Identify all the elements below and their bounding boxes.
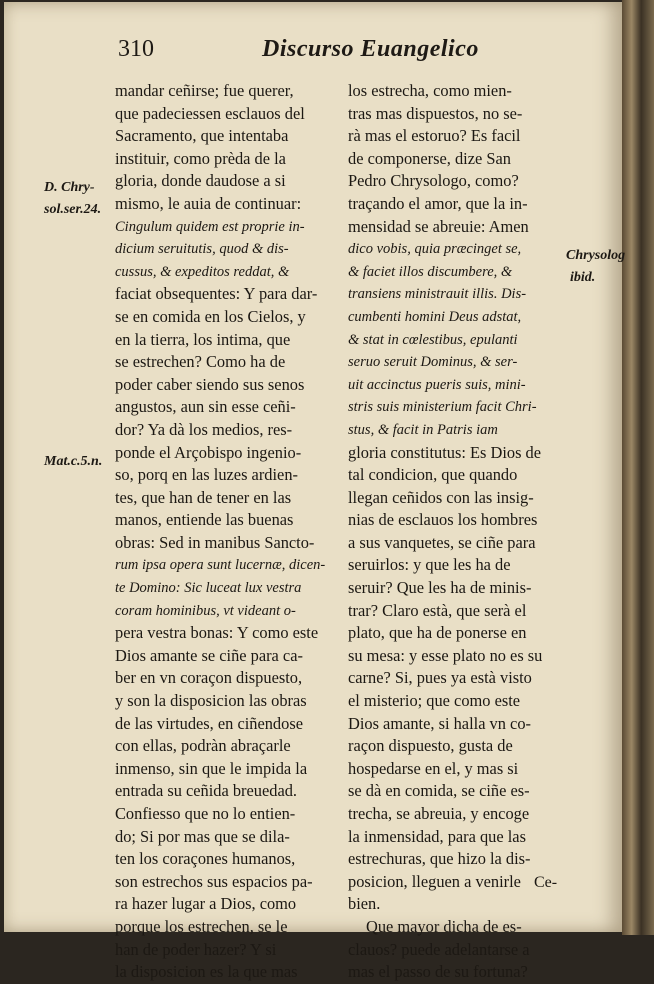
left-text-column [115,80,335,984]
text-line: nias de esclauos los hombres [348,510,538,530]
text-line: ra hazer lugar a Dios, como [115,894,297,914]
page-number: 310 [118,36,154,62]
text-line: mismo, le auia de continuar: [115,193,302,213]
margin-note-left-ref-b: sol.ser.24. [44,202,102,217]
text-line: rà mas el estoruo? Es facil [348,126,521,146]
text-line: inmenso, sin que le impida la [115,758,308,778]
catchword: Ce- [534,874,558,891]
text-line: ponde el Arçobispo ingenio- [115,442,302,462]
text-line: que padeciessen esclauos del [115,103,305,123]
text-line: instituir, como prèda de la [115,148,286,168]
text-line: raçon dispuesto, gusta de [348,736,513,756]
text-line: transiens ministrauit illis. Dis- [348,286,527,303]
text-line: mas el passo de su fortuna? [348,962,528,982]
text-line: el misterio; que como este [348,691,521,711]
text-line: te Domino: Sic luceat lux vestra [115,580,302,597]
text-line: seruir? Que les ha de minis- [348,578,532,598]
text-line: cumbenti homini Deus adstat, [348,308,522,325]
text-line: Que mayor dicha de es- [366,916,522,936]
text-line: tal condicion, que quando [348,465,518,485]
text-line: rum ipsa opera sunt lucernæ, dicen- [115,557,326,574]
text-line: posicion, lleguen a venirle [348,871,521,891]
text-line: clauos? puede adelantarse a [348,939,530,959]
text-line: seruirlos: y que les ha de [348,555,511,575]
text-line: entrada su ceñida breuedad. [115,781,298,801]
text-line: estrechuras, que hizo la dis- [348,849,531,869]
text-line: traçando el amor, que la in- [348,193,528,213]
text-line: & stat in cœlestibus, epulanti [348,331,518,348]
text-line: hospedarse en el, y mas si [348,758,519,778]
text-line: faciat obsequentes: Y para dar- [115,284,318,304]
text-line: la disposicion es la que mas [115,962,298,982]
text-line: so, porq en las luzes ardien- [115,465,298,485]
text-line: de las virtudes, en ciñendose [115,713,303,733]
text-line: tras mas dispuestos, no se- [348,103,523,123]
text-line: stris suis ministerium facit Chri- [348,399,537,416]
text-line: angustos, aun sin esse ceñi- [115,397,296,417]
text-line: carne? Si, pues ya està visto [348,668,532,688]
text-line: se en comida en los Cielos, y [115,306,306,326]
text-line: & faciet illos discumbere, & [348,263,513,280]
page-edge [622,0,654,935]
text-line: Cingulum quidem est proprie in- [115,218,305,235]
text-line: Dios amante se ciñe para ca- [115,645,303,665]
text-line: han de poder hazer? Y si [115,939,277,959]
text-line: la inmensidad, para que las [348,826,526,846]
text-line: Sacramento, que intentaba [115,126,289,146]
text-line: Pedro Chrysologo, como? [348,171,519,191]
page-header [112,36,582,66]
margin-note-left-matthew: Mat.c.5.n. [44,454,103,469]
text-line: trar? Claro està, que serà el [348,600,527,620]
text-line: su mesa: y esse plato no es su [348,645,543,665]
text-line: mensidad se abreuie: Amen [348,216,529,236]
text-line: llegan ceñidos con las insig- [348,487,534,507]
text-line: dicium seruitutis, quod & dis- [115,241,289,258]
text-line: Dios amante, si halla vn co- [348,713,531,733]
margin-note-right-ref-a: Chrysolog [566,248,626,263]
text-line: ber en vn coraçon dispuesto, [115,668,303,688]
text-line: uit accinctus pueris suis, mini- [348,376,526,393]
text-line: los estrecha, como mien- [348,81,512,100]
text-line: tes, que han de tener en las [115,487,292,507]
text-line: cussus, & expeditos reddat, & [115,263,290,280]
running-title: Discurso Euangelico [262,36,479,62]
text-line: gloria constitutus: Es Dios de [348,442,542,462]
text-line: en la tierra, los intima, que [115,329,291,349]
text-line: y son la disposicion las obras [115,691,307,711]
margin-note-right-ref-b: ibid. [570,270,596,285]
right-text-column [348,80,566,984]
text-line: poder caber siendo sus senos [115,374,305,394]
margin-note-left-ref-a: D. Chry- [44,180,95,195]
text-line: ten los coraçones humanos, [115,849,296,869]
text-line: plato, que ha de ponerse en [348,623,527,643]
text-line: obras: Sed in manibus Sancto- [115,532,315,552]
text-line: dico vobis, quia præcinget se, [348,241,522,258]
text-line: se dà en comida, se ciñe es- [348,781,530,801]
text-line: a sus vanquetes, se ciñe para [348,532,536,552]
text-line: porque los estrechen, se le [115,916,288,936]
text-line: manos, entiende las buenas [115,510,294,530]
text-line: son estrechos sus espacios pa- [115,871,313,891]
text-line: pera vestra bonas: Y como este [115,623,319,643]
text-line: Confiesso que no lo entien- [115,804,296,823]
text-line: mandar ceñirse; fue querer, [115,81,294,100]
text-line: stus, & facit in Patris iam [348,421,498,438]
text-line: se estrechen? Como ha de [115,352,286,372]
text-line: de componerse, dize San [348,148,511,168]
text-line: trecha, se abreuia, y encoge [348,804,530,823]
text-line: dor? Ya dà los medios, res- [115,419,293,439]
text-line: seruo seruit Dominus, & ser- [348,354,518,371]
text-line: bien. [348,894,381,914]
text-line: coram hominibus, vt videant o- [115,602,296,619]
text-line: gloria, donde daudose a si [115,171,286,191]
text-line: con ellas, podràn abraçarle [115,736,291,756]
text-line: do; Si por mas que se dila- [115,826,290,846]
